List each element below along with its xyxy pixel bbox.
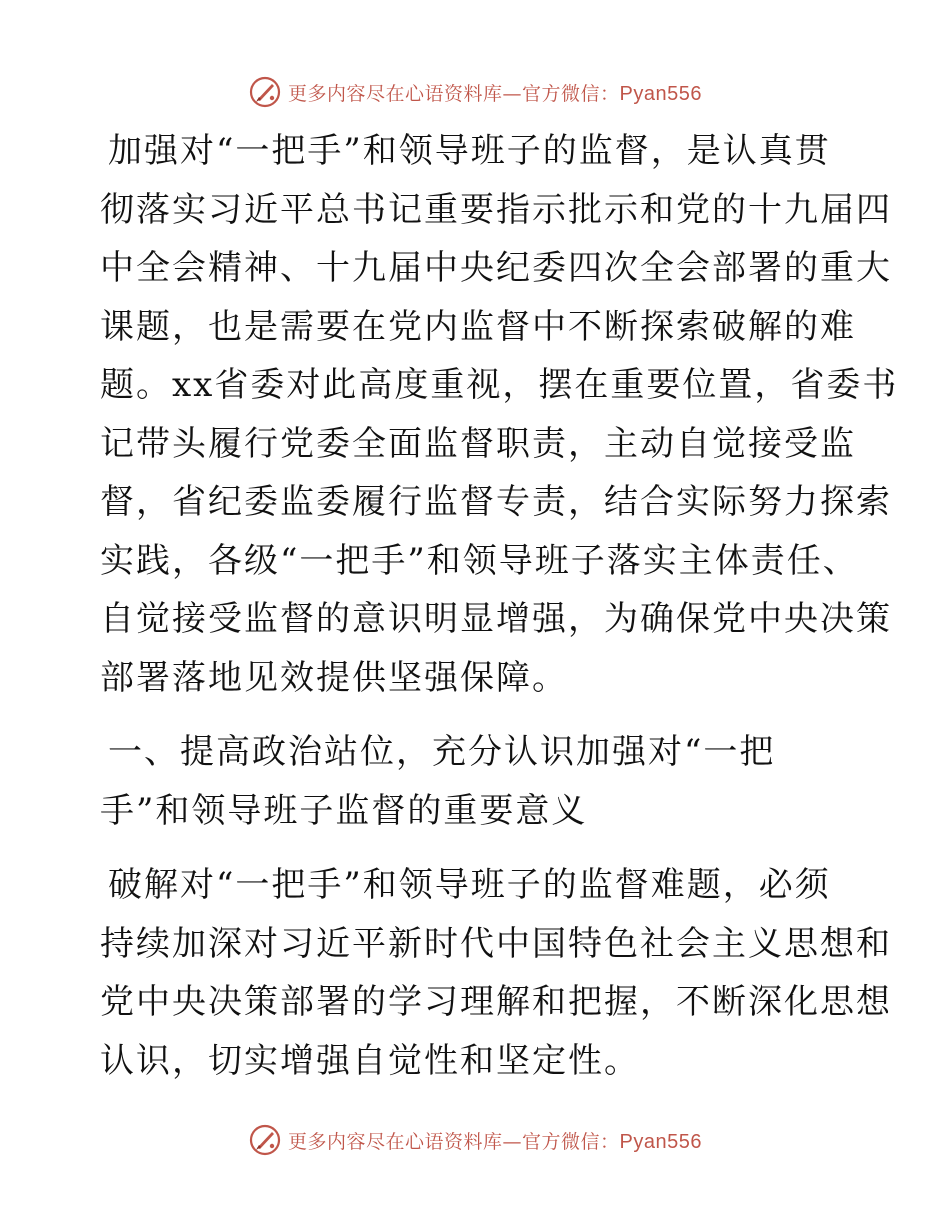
text-line: 党中央决策部署的学习理解和把握，不断深化思想 <box>100 982 892 1022</box>
quill-pen-seal-icon <box>248 75 282 109</box>
text-line: 督，省纪委监委履行监督专责，结合实际努力探索 <box>100 482 892 522</box>
text-line: 破解对“一把手”和领导班子的监督难题，必须 <box>108 865 831 905</box>
text-line: 课题，也是需要在党内监督中不断探索破解的难 <box>100 306 856 347</box>
text-line: 记带头履行党委全面监督职责，主动自觉接受监 <box>100 423 856 464</box>
heading-line: 手”和领导班子监督的重要意义 <box>100 790 588 831</box>
text-line: 部署落地见效提供坚强保障。 <box>100 657 568 698</box>
watermark-text: 更多内容尽在心语资料库—官方微信：Pyan556 <box>288 1130 702 1153</box>
quill-pen-seal-icon <box>248 1123 282 1157</box>
document-body <box>100 122 899 1106</box>
paragraph-intro <box>100 122 899 707</box>
text-line: 题。xx省委对此高度重视，摆在重要位置，省委书 <box>100 365 899 405</box>
text-line: 实践，各级“一把手”和领导班子落实主体责任、 <box>100 540 859 581</box>
header-watermark <box>0 72 950 112</box>
watermark-text: 更多内容尽在心语资料库—官方微信：Pyan556 <box>288 82 702 105</box>
text-line: 认识，切实增强自觉性和坚定性。 <box>100 1040 640 1081</box>
section-heading <box>100 723 860 840</box>
footer-watermark <box>0 1120 950 1160</box>
text-line: 彻落实习近平总书记重要指示批示和党的十九届四 <box>100 189 892 230</box>
paragraph-body <box>100 856 892 1090</box>
heading-line: 一、提高政治站位，充分认识加强对“一把 <box>108 732 776 772</box>
text-line: 自觉接受监督的意识明显增强，为确保党中央决策 <box>100 599 892 639</box>
text-line: 持续加深对习近平新时代中国特色社会主义思想和 <box>100 923 892 964</box>
text-line: 加强对“一把手”和领导班子的监督，是认真贯 <box>108 131 831 171</box>
text-line: 中全会精神、十九届中央纪委四次全会部署的重大 <box>100 248 892 288</box>
